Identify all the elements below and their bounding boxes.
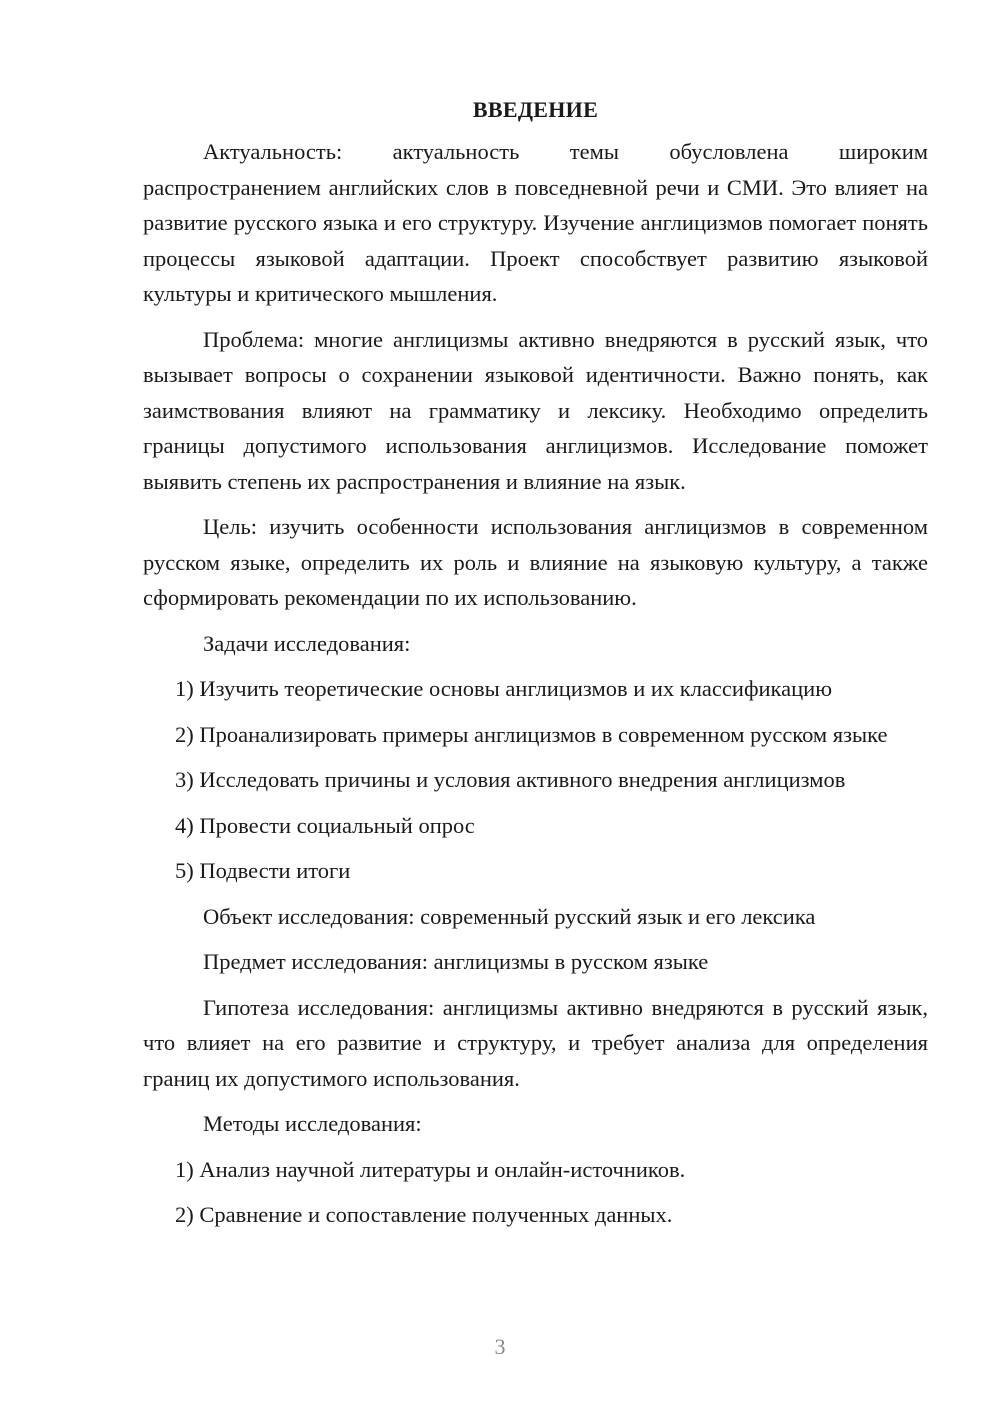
problem-paragraph: Проблема: многие англицизмы активно внедряются в русский язык, что вызывает вопросы о сохранении языковой идентичности. Важно понять, как заимствования влияют на грамматику и лексику. Необходимо определить границы допустимого использования англицизмов. Исследование поможет выявить степень их распространения и влияние на язык. — [143, 326, 928, 494]
task-item-2: 2) Проанализировать примеры англицизмов в современном русском языке — [175, 721, 888, 747]
method-item-2: 2) Сравнение и сопоставление полученных данных. — [175, 1202, 673, 1227]
hypothesis-paragraph: Гипотеза исследования: англицизмы активно внедряются в русский язык, что влияет на его развитие и структуру, и требует анализа для определения границ их допустимого использования. — [143, 994, 928, 1091]
document-page — [143, 96, 928, 1243]
task-item-5: 5) Подвести итоги — [175, 858, 351, 883]
relevance-paragraph: Актуальность: актуальность темы обусловлена широким распространением английских слов в повседневной речи и СМИ. Это влияет на развитие русского языка и его структуру. Изучение англицизмов помогает понять процессы языковой адаптации. Проект способствует развитию языковой культуры и критического мышления. — [143, 139, 928, 306]
tasks-title: Задачи исследования: — [203, 630, 411, 656]
methods-title: Методы исследования: — [203, 1111, 422, 1136]
page-number: 3 — [494, 1334, 506, 1359]
goal-paragraph: Цель: изучить особенности использования англицизмов в современном русском языке, определить их роль и влияние на языковую культуру, а также сформировать рекомендации по их использованию. — [143, 514, 928, 610]
task-item-1: 1) Изучить теоретические основы англицизмов и их классификацию — [175, 676, 833, 701]
research-object: Объект исследования: современный русский язык и его лексика — [203, 903, 816, 929]
task-item-3: 3) Исследовать причины и условия активного внедрения англицизмов — [175, 767, 846, 792]
task-item-4: 4) Провести социальный опрос — [175, 812, 475, 838]
section-heading: ВВЕДЕНИЕ — [472, 97, 599, 122]
research-subject: Предмет исследования: англицизмы в русском языке — [203, 949, 709, 974]
method-item-1: 1) Анализ научной литературы и онлайн-источников. — [175, 1156, 686, 1182]
